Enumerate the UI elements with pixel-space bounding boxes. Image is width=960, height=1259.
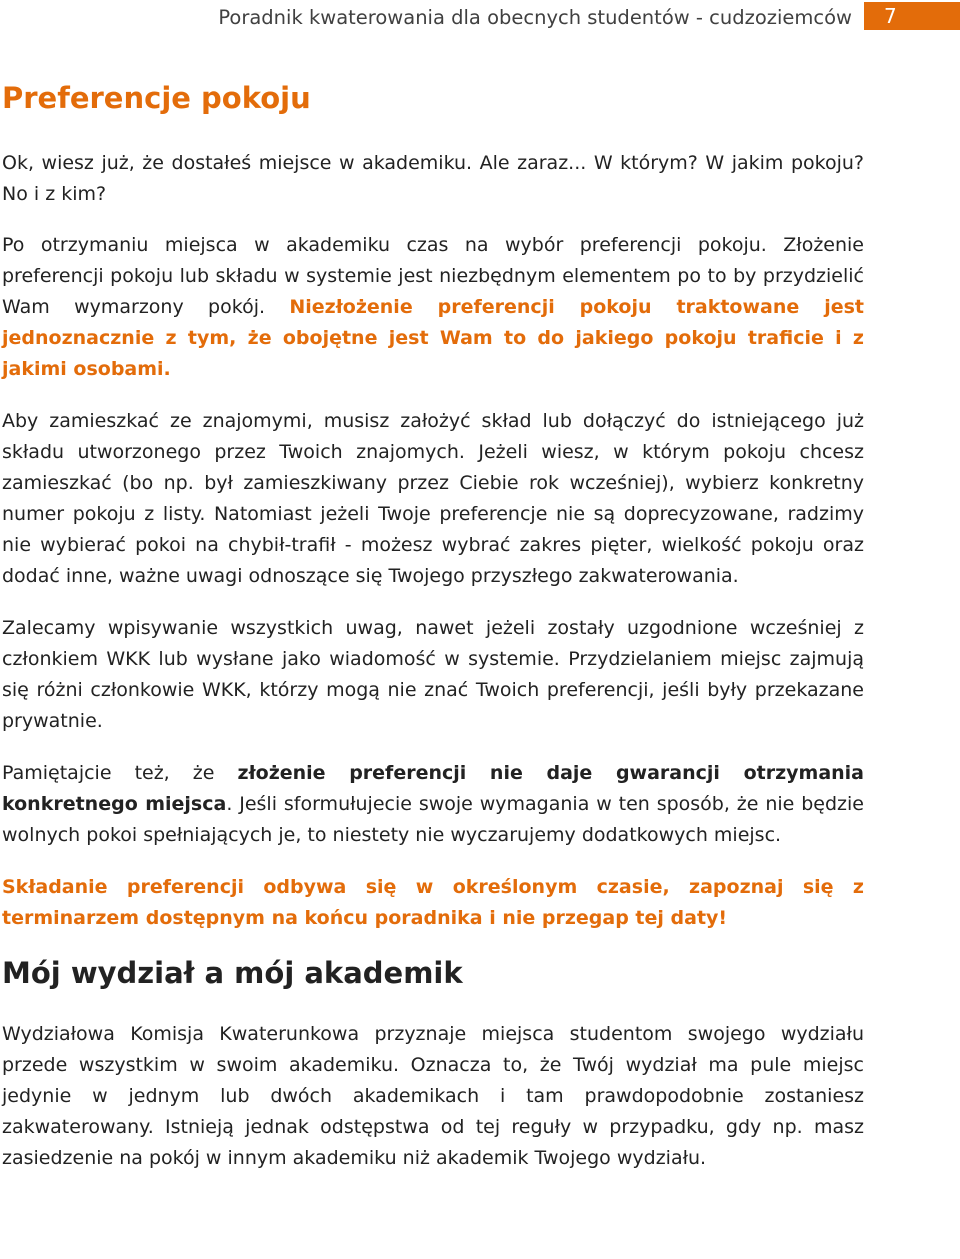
- section-heading-faculty-dormitory: Mój wydział a mój akademik: [2, 956, 463, 990]
- paragraph-intro: Ok, wiesz już, że dostałeś miejsce w akademiku. Ale zaraz... W którym? W jakim pokoju? No i z kim?: [2, 152, 864, 205]
- section-heading-room-preferences: Preferencje pokoju: [2, 81, 311, 115]
- paragraph-guarantee-end: . Jeśli sformułujecie swoje wymagania w ten sposób, że nie będzie wolnych pokoi spełniających je, to niestety nie wyczarujemy dodatkowych miejsc.: [2, 793, 864, 846]
- paragraph-guarantee: [2, 758, 864, 851]
- paragraph-deadline-warning: Składanie preferencji odbywa się w określonym czasie, zapoznaj się z terminarzem dostępnym na końcu poradnika i nie przegap tej daty!: [2, 876, 864, 929]
- paragraph-faculty: Wydziałowa Komisja Kwaterunkowa przyznaje miejsca studentom swojego wydziału przede wszystkim w swoim akademiku. Oznacza to, że Twój wydział ma pule miejsc jedynie w jednym lub dwóch akademikach i tam prawdopodobnie zostaniesz zakwaterowany. Istnieją jednak odstępstwa od tej reguły w przypadku, gdy np. masz zasiedzenie na pokój w innym akademiku niż akademik Twojego wydziału.: [2, 1023, 864, 1169]
- document-body: [2, 80, 864, 1195]
- paragraph-roommates: Aby zamieszkać ze znajomymi, musisz założyć skład lub dołączyć do istniejącego już składu utworzonego przez Twoich znajomych. Jeżeli wiesz, w którym pokoju chcesz zamieszkać (bo np. był zamieszkiwany przez Ciebie rok wcześniej), wybierz konkretny numer pokoju z listy. Natomiast jeżeli Twoje preferencje nie są doprecyzowane, radzimy nie wybierać pokoi na chybił-trafił - możesz wybrać zakres pięter, wielkość pokoju oraz dodać inne, ważne uwagi odnoszące się Twojego przyszłego zakwaterowania.: [2, 410, 864, 587]
- paragraph-preferences: [2, 230, 864, 385]
- paragraph-preferences-highlight: Niezłożenie preferencji pokoju traktowane jest jednoznacznie z tym, że obojętne jest Wam to do jakiego pokoju traficie i z jakimi osobami.: [2, 296, 864, 380]
- header-title: Poradnik kwaterowania dla obecnych studentów - cudzoziemców: [218, 6, 852, 29]
- paragraph-guarantee-bold: złożenie preferencji nie daje gwarancji otrzymania konkretnego miejsca: [2, 762, 865, 815]
- page-header: [0, 0, 960, 36]
- paragraph-recommendation: Zalecamy wpisywanie wszystkich uwag, nawet jeżeli zostały uzgodnione wcześniej z członkiem WKK lub wysłane jako wiadomość w systemie. Przydzielaniem miejsc zajmują się różni członkowie WKK, którzy mogą nie znać Twoich preferencji, jeśli były przekazane prywatnie.: [2, 617, 864, 732]
- paragraph-guarantee-start: Pamiętajcie też, że: [2, 762, 238, 784]
- paragraph-preferences-text: Po otrzymaniu miejsca w akademiku czas na wybór preferencji pokoju. Złożenie preferencji pokoju lub składu w systemie jest niezbędnym elementem po to by przydzielić Wam wymarzony pokój.: [2, 234, 864, 318]
- page-number-badge: 7: [864, 2, 960, 30]
